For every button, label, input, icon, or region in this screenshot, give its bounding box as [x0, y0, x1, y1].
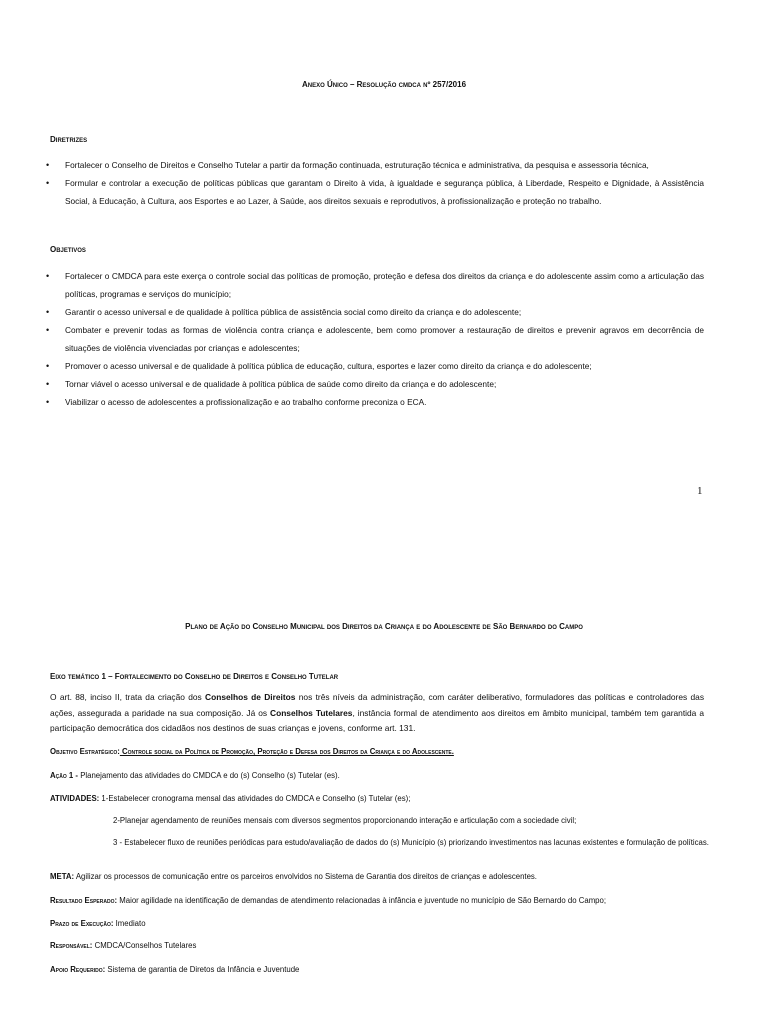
list-item: • Combater e prevenir todas as formas de violência contra criança e adolescente, bem como promover a restauração de direitos e prevenir agravos em decorrência de situações de violência vivenciadas por crianças e adolescentes; — [46, 321, 704, 357]
objetivos-list — [46, 267, 704, 411]
intro-paragraph: O art. 88, inciso II, trata da criação dos Conselhos de Direitos nos três níveis da administração, com caráter deliberativo, formuladores das políticas e controladores das ações, assegurada a paridade na sua composição. Já os Conselhos Tutelares, instância formal de atendimento aos direitos em âmbito municipal, também tem garantida a participação democrática dos cidadãos nos destinos de suas crianças e jovens, conforme art. 131. — [50, 692, 705, 733]
list-item: • Formular e controlar a execução de políticas públicas que garantam o Direito à vida, à igualdade e segurança pública, à Liberdade, Respeito e Dignidade, à Assistência Social, à Educação, à Cultura, aos Esportes e ao Lazer, à Saúde, aos direitos sexuais e reprodutivos, à profissionalização e proteção no trabalho. — [46, 174, 704, 210]
plan-title: Plano de Ação do Conselho Municipal dos Direitos da Criança e do Adolescente de São Bernardo do Campo — [185, 622, 583, 631]
strategic-objective: Objetivo Estratégico: Controle social da Política de Promoção, Proteção e Defesa dos Direitos da Criança e do Adolescente. — [50, 747, 454, 756]
axis-heading: Eixo temático 1 – Fortalecimento do Conselho de Direitos e Conselho Tutelar — [50, 672, 339, 681]
diretrizes-heading: Diretrizes — [50, 135, 88, 144]
list-item: • Tornar viável o acesso universal e de qualidade à política pública de saúde como direito da criança e do adolescente; — [46, 375, 704, 393]
meta-line: META: Agilizar os processos de comunicação entre os parceiros envolvidos no Sistema de Garantia dos direitos de crianças e adolescentes. — [50, 872, 537, 881]
objetivos-heading: Objetivos — [50, 245, 86, 254]
diretrizes-list — [46, 156, 704, 210]
list-item: • Viabilizar o acesso de adolescentes a profissionalização e ao trabalho conforme preconiza o ECA. — [46, 393, 704, 411]
activity-item: 3 - Estabelecer fluxo de reuniões periódicas para estudo/avaliação de dados do (s) Município (s) priorizando investimentos nas lacunas existentes e formulação de políticas. — [113, 838, 709, 847]
list-item: • Garantir o acesso universal e de qualidade à política pública de assistência social como direito da criança e do adolescente; — [46, 303, 704, 321]
support-line: Apoio Requerido: Sistema de garantia de Diretos da Infância e Juventude — [50, 965, 300, 974]
expected-result-line: Resultado Esperado: Maior agilidade na identificação de demandas de atendimento relacionadas à infância e juventude no município de São Bernardo do Campo; — [50, 896, 607, 905]
action-line: Ação 1 - Planejamento das atividades do CMDCA e do (s) Conselho (s) Tutelar (es). — [50, 771, 340, 780]
list-item: • Fortalecer o CMDCA para este exerça o controle social das políticas de promoção, proteção e defesa dos direitos da criança e do adolescente assim como a articulação das políticas, programas e serviços do município; — [46, 267, 704, 303]
page-number: 1 — [697, 485, 703, 497]
responsible-line: Responsável: CMDCA/Conselhos Tutelares — [50, 941, 197, 950]
list-item: • Fortalecer o Conselho de Direitos e Conselho Tutelar a partir da formação continuada, estruturação técnica e administrativa, da pesquisa e assessoria técnica, — [46, 156, 704, 174]
annex-title: Anexo Único – Resolução cmdca nº 257/2016 — [301, 80, 467, 89]
deadline-line: Prazo de Execução: Imediato — [50, 919, 146, 928]
activity-item: 2-Planejar agendamento de reuniões mensais com diversos segmentos proporcionando interação e articulação com a sociedade civil; — [113, 816, 577, 825]
activities-line: ATIVIDADES: 1-Estabelecer cronograma mensal das atividades do CMDCA e Conselho (s) Tutelar (es); — [50, 794, 411, 803]
list-item: • Promover o acesso universal e de qualidade à política pública de educação, cultura, esportes e lazer como direito da criança e do adolescente; — [46, 357, 704, 375]
